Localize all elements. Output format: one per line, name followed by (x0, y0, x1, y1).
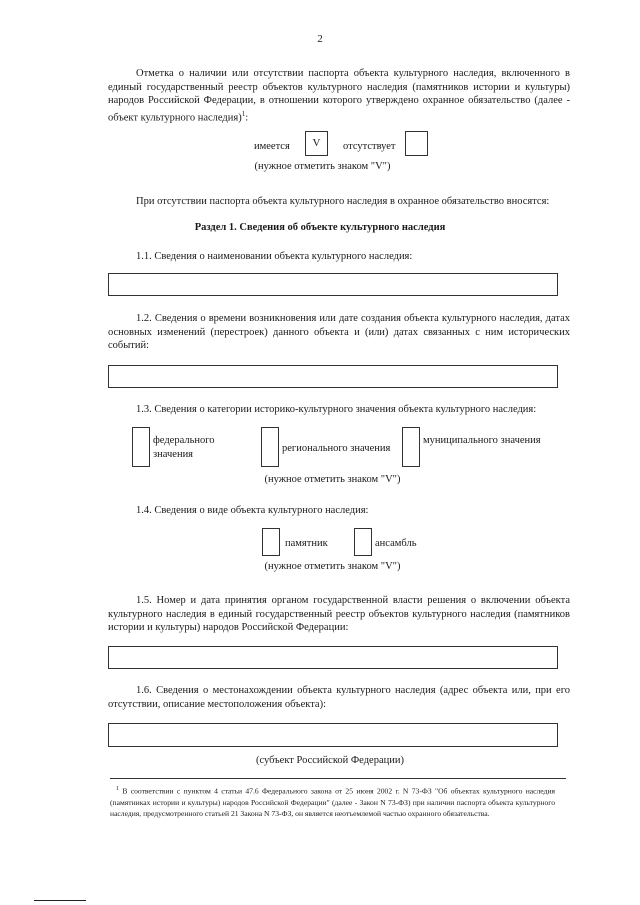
item-1-4-hint: (нужное отметить знаком "V") (264, 561, 401, 572)
passport-text-tail: : (245, 112, 249, 124)
passport-has-checkbox[interactable]: V (305, 131, 328, 156)
footnote-marker: 1 (116, 786, 119, 792)
passport-absent-label: отсутствует (343, 141, 396, 152)
item-1-2-label: 1.2. Сведения о времени возникновения или дате создания объекта культурного наследия, датах основных изменений (перестроек) данного объекта и (или) датах связанных с ним исторических событий: (108, 313, 570, 352)
footnote (110, 784, 555, 819)
footnote-divider (110, 778, 566, 779)
monument-label: памятник (285, 538, 328, 549)
monument-checkbox[interactable] (262, 528, 280, 556)
ensemble-label: ансамбль (375, 538, 417, 549)
item-1-1-field[interactable] (108, 273, 558, 296)
item-1-1-label: 1.1. Сведения о наименовании объекта культурного наследия: (136, 251, 413, 262)
passport-paragraph (108, 67, 570, 125)
footnote-text: В соответствии с пунктом 4 статьи 47.6 Федерального закона от 25 июня 2002 г. N 73-ФЗ "Об объектах культурного наследия (памятниках истории и культуры) народов Российской Федерации" (далее - Закон N 73-ФЗ) при наличии паспорта объекта культурного наследия, предусмотренного статьей 21 Закона N 73-ФЗ, он является неотъемлемой частью охранного обязательства. (110, 786, 555, 818)
item-1-4-label: 1.4. Сведения о виде объекта культурного наследия: (136, 505, 369, 516)
municipal-checkbox[interactable] (402, 427, 420, 467)
municipal-label: муниципального значения (423, 435, 541, 446)
passport-hint: (нужное отметить знаком "V") (254, 161, 391, 172)
item-1-2-field[interactable] (108, 365, 558, 388)
item-1-6-caption: (субъект Российской Федерации) (256, 755, 404, 766)
item-1-3-label: 1.3. Сведения о категории историко-культурного значения объекта культурного наследия: (136, 404, 537, 415)
item-1-6-field[interactable] (108, 723, 558, 747)
bottom-margin-line (34, 900, 86, 901)
item-1-5-field[interactable] (108, 646, 558, 669)
footnote-ref: 1 (241, 109, 246, 118)
regional-checkbox[interactable] (261, 427, 279, 467)
federal-label: федерального значения (153, 435, 215, 460)
regional-label: регионального значения (282, 443, 391, 454)
item-1-5-label: 1.5. Номер и дата принятия органом государственной власти решения о включении объекта культурного наследия в единый государственный реестр объектов культурного наследия (памятников истории и культуры) народов Российской Федерации: (108, 595, 570, 634)
section-title: Раздел 1. Сведения об объекте культурного наследия (194, 222, 446, 233)
passport-text: Отметка о наличии или отсутствии паспорта объекта культурного наследия, включенного в единый государственный реестр объектов культурного наследия (памятников истории и культуры) народов Российской Федерации, в отношении которого утверждено охранное обязательство (далее - объект культурного наследия) (108, 68, 570, 124)
passport-has-label: имеется (254, 141, 290, 152)
item-1-3-hint: (нужное отметить знаком "V") (264, 474, 401, 485)
item-1-6-label: 1.6. Сведения о местонахождении объекта культурного наследия (адрес объекта или, при его отсутствии, описание местоположения объекта): (108, 685, 570, 710)
page-number: 2 (317, 33, 323, 45)
ensemble-checkbox[interactable] (354, 528, 372, 556)
federal-checkbox[interactable] (132, 427, 150, 467)
intro-text: При отсутствии паспорта объекта культурного наследия в охранное обязательство вносятся: (136, 196, 550, 207)
passport-absent-checkbox[interactable] (405, 131, 428, 156)
